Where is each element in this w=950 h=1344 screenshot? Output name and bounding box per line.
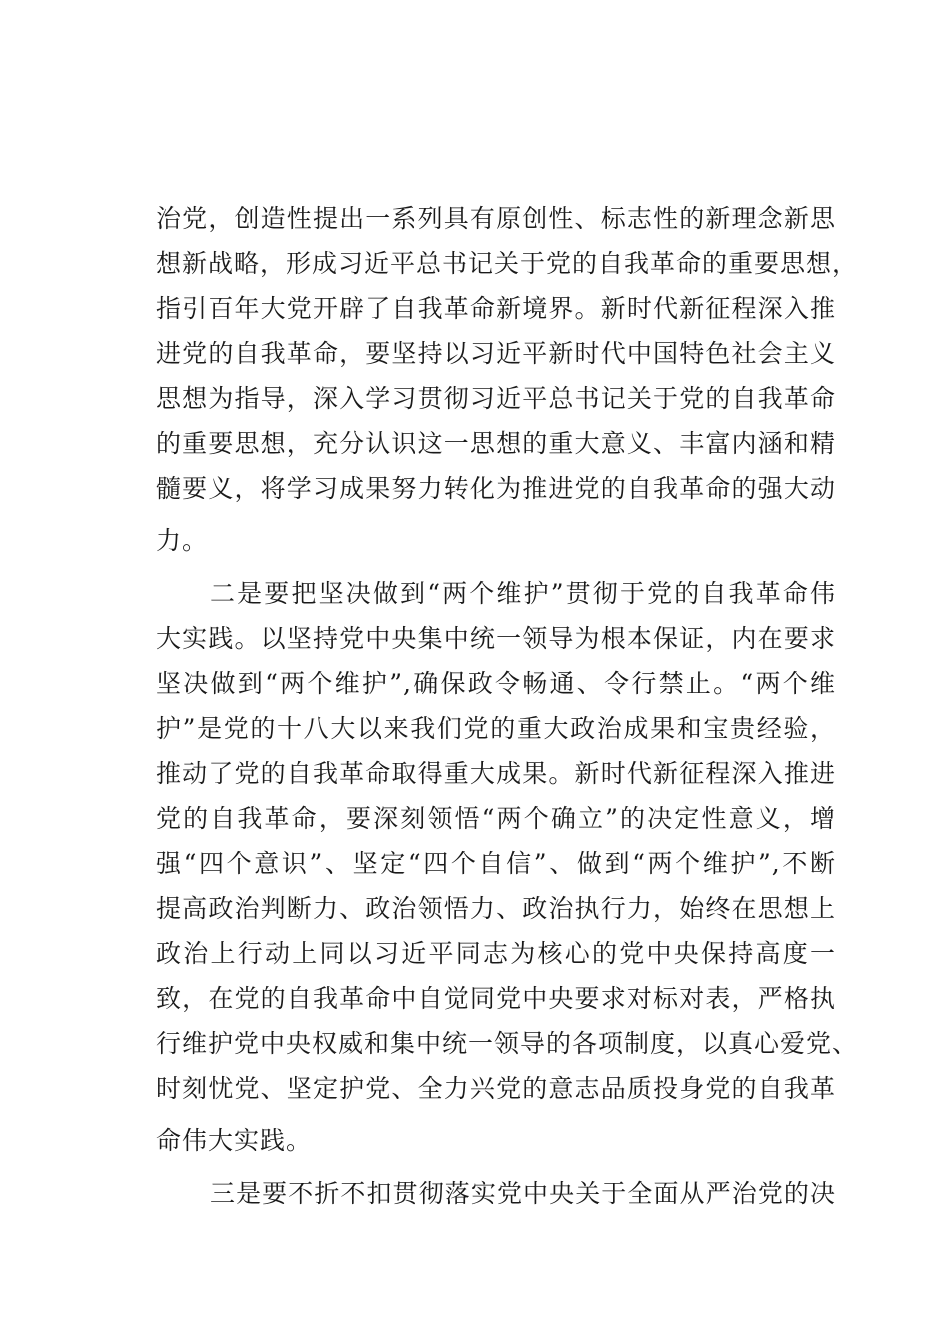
text-line: 思想为指导，深入学习贯彻习近平总书记关于党的自我革命	[156, 384, 836, 413]
text-line: 致，在党的自我革命中自觉同党中央要求对标对表，严格执	[156, 984, 836, 1013]
text-line: 指引百年大党开辟了自我革命新境界。新时代新征程深入推	[156, 294, 836, 323]
text-line: 想新战略，形成习近平总书记关于党的自我革命的重要思想，	[156, 249, 859, 278]
text-line: 政治上行动上同以习近平同志为核心的党中央保持高度一	[156, 939, 836, 968]
text-line: 的重要思想，充分认识这一思想的重大意义、丰富内涵和精	[156, 429, 836, 458]
paragraph-gap	[156, 1163, 836, 1171]
text-line: 护”是党的十八大以来我们党的重大政治成果和宝贵经验，	[156, 714, 836, 743]
text-line: 髓要义，将学习成果努力转化为推进党的自我革命的强大动	[156, 474, 836, 503]
body-text	[156, 196, 859, 1216]
text-line: 三是要不折不扣贯彻落实党中央关于全面从严治党的决	[210, 1179, 836, 1208]
text-line: 力。	[156, 526, 209, 555]
paragraph-3	[156, 1171, 836, 1216]
text-line: 党的自我革命，要深刻领悟“两个确立”的决定性意义，增	[156, 804, 836, 833]
text-line: 大实践。以坚持党中央集中统一领导为根本保证，内在要求	[156, 624, 836, 653]
paragraph-gap	[156, 563, 836, 571]
text-line: 提高政治判断力、政治领悟力、政治执行力，始终在思想上	[156, 894, 836, 923]
text-line: 二是要把坚决做到“两个维护”贯彻于党的自我革命伟	[210, 579, 836, 608]
text-line: 命伟大实践。	[156, 1126, 313, 1155]
text-line: 治党，创造性提出一系列具有原创性、标志性的新理念新思	[156, 204, 836, 233]
paragraph-2	[156, 571, 859, 1163]
text-line: 强“四个意识”、坚定“四个自信”、做到“两个维护”,不断	[156, 849, 836, 878]
text-line: 坚决做到“两个维护”,确保政令畅通、令行禁止。“两个维	[156, 669, 836, 698]
text-line: 进党的自我革命，要坚持以习近平新时代中国特色社会主义	[156, 339, 836, 368]
text-line: 行维护党中央权威和集中统一领导的各项制度，以真心爱党、	[156, 1029, 859, 1058]
text-line: 时刻忧党、坚定护党、全力兴党的意志品质投身党的自我革	[156, 1074, 836, 1103]
paragraph-1	[156, 196, 859, 563]
text-line: 推动了党的自我革命取得重大成果。新时代新征程深入推进	[156, 759, 836, 788]
